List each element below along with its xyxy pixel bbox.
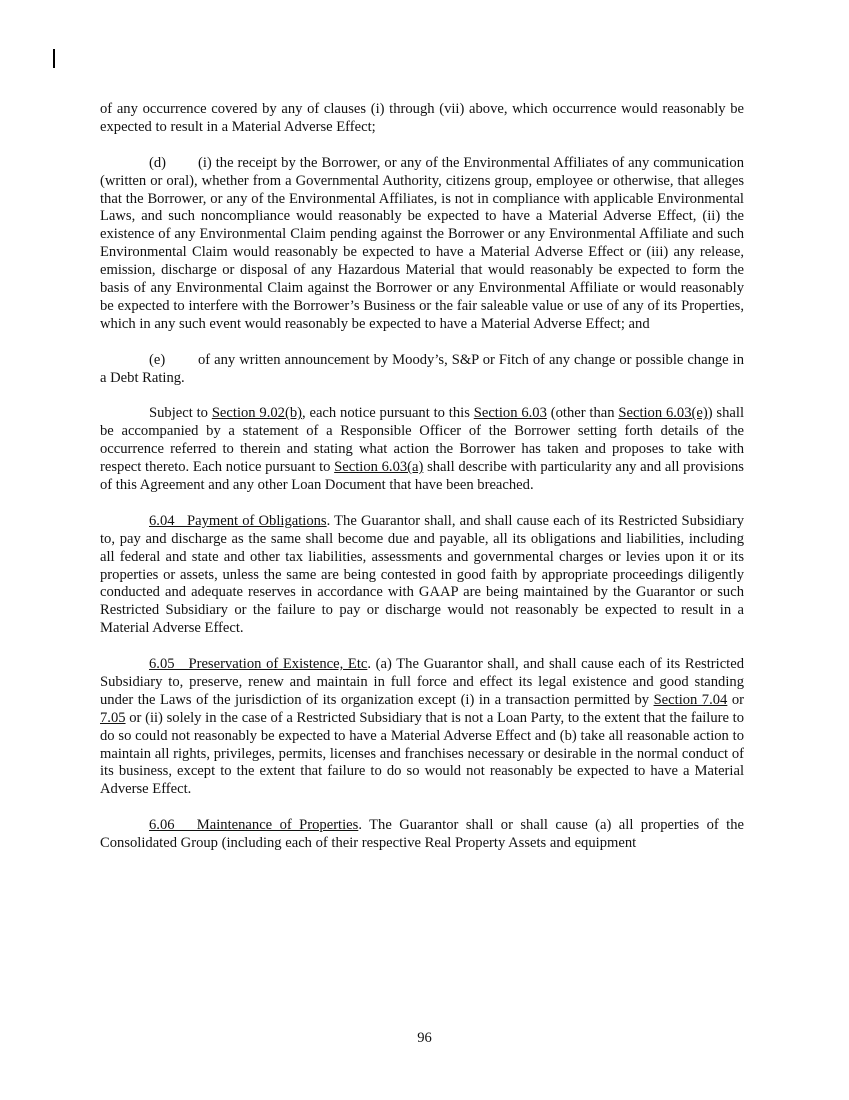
notice-paragraph: Subject to Section 9.02(b), each notice pursuant to this Section 6.03 (other than Section 6.03(e)) shall be accompanied by a statement of a Responsible Officer of the Borrower setting forth details of the occurrence referred to therein and stating what action the Borrower has taken and proposes to take with respect thereto. Each notice pursuant to Section 6.03(a) shall describe with particularity any and all provisions of this Agreement and any other Loan Document that have been breached. xyxy=(100,405,744,493)
section-6-06 xyxy=(100,817,744,853)
section-6-06-text: . The Guarantor shall or shall cause (a) all properties of the Consolidated Group (including each of their respective Real Property Assets and equipment xyxy=(100,817,744,852)
section-ref-6-03a: Section 6.03(a) xyxy=(334,459,424,476)
section-ref-7-05: 7.05 xyxy=(100,709,126,726)
page-number: 96 xyxy=(417,1030,432,1046)
section-ref-6-03e: Section 6.03(e) xyxy=(618,405,708,422)
section-6-04-heading: 6.04 Payment of Obligations xyxy=(149,512,327,529)
clause-e-label: (e) xyxy=(149,351,166,368)
document-body xyxy=(100,101,744,871)
paragraph-continuation: of any occurrence covered by any of clauses (i) through (vii) above, which occurrence would reasonably be expected to result in a Material Adverse Effect; xyxy=(100,101,744,135)
clause-e-text: of any written announcement by Moody’s, S&P or Fitch of any change or possible change in a Debt Rating. xyxy=(100,351,744,386)
section-6-04 xyxy=(100,513,744,638)
section-6-05-heading: 6.05 Preservation of Existence, Etc xyxy=(149,656,368,673)
section-ref-9-02b: Section 9.02(b) xyxy=(211,405,302,422)
section-ref-6-03: Section 6.03 xyxy=(473,405,547,422)
revision-bar xyxy=(53,49,55,68)
clause-d-text: (i) the receipt by the Borrower, or any of the Environmental Affiliates of any communication (written or oral), whether from a Governmental Authority, citizens group, employee or otherwise, that alleges that the Borrower, or any of the Environmental Affiliates, is not in compliance with applicable Environmental Laws, and such noncompliance would reasonably be expected to have a Material Adverse Effect, (ii) the existence of any Environmental Claim pending against the Borrower or any Environmental Affiliate and such Environmental Claim would reasonably be expected to have a Material Adverse Effect or (iii) any release, emission, discharge or disposal of any Hazardous Material that would reasonably be expected to form the basis of any Environmental Claim against the Borrower or any Environmental Affiliate or would reasonably be expected to interfere with the Borrower’s Business or the fair saleable value or use of any of its Properties, which in any such event would reasonably be expected to have a Material Adverse Effect; and xyxy=(100,154,744,332)
section-6-05: 6.05 Preservation of Existence, Etc. (a) The Guarantor shall, and shall cause each of its Restricted Subsidiary to, preserve, renew and maintain in full force and effect its legal existence and good standing under the Laws of the jurisdiction of its organization except (i) in a transaction permitted by Section 7.04 or 7.05 or (ii) solely in the case of a Restricted Subsidiary that is not a Loan Party, to the extent that the failure to do so could not reasonably be expected to have a Material Adverse Effect and (b) take all reasonable action to maintain all rights, privileges, permits, licenses and franchises necessary or desirable in the normal conduct of its business, except to the extent that failure to do so would not reasonably be expected to have a Material Adverse Effect. xyxy=(100,656,745,798)
section-6-04-text: . The Guarantor shall, and shall cause each of its Restricted Subsidiary to, pay and discharge as the same shall become due and payable, all its obligations and liabilities, including all federal and state and other tax liabilities, assessments and governmental charges or levies upon it or its properties or assets, unless the same are being contested in good faith by appropriate proceedings diligently conducted and adequate reserves in accordance with GAAP are being maintained by the Guarantor or such Restricted Subsidiary or the failure to pay or discharge would not reasonably be expected to result in a Material Adverse Effect. xyxy=(100,512,744,637)
clause-e xyxy=(100,352,744,388)
clause-d-label: (d) xyxy=(149,154,167,171)
section-6-06-heading: 6.06 Maintenance of Properties xyxy=(149,817,359,834)
clause-d xyxy=(100,155,744,334)
section-ref-7-04: Section 7.04 xyxy=(653,691,728,708)
